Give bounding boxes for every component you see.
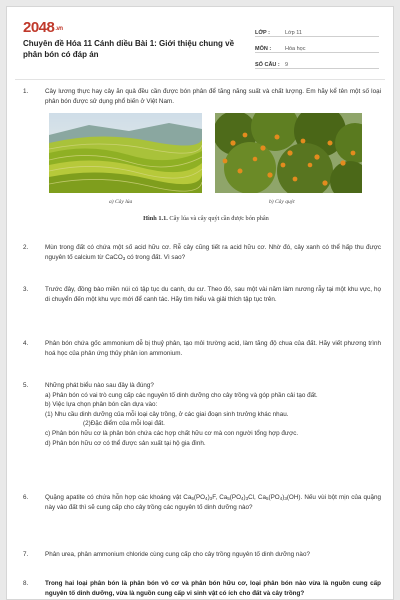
question-number: 5. [23, 382, 29, 389]
meta-value: 9 [285, 62, 289, 68]
rice-terrace-photo [49, 113, 202, 193]
option-c: c) Phân bón hữu cơ là phân bón chứa các hợp chất hữu cơ mà con người tổng hợp được. [45, 429, 299, 437]
document-title: Chuyên đề Hóa 11 Cánh diều Bài 1: Giới thiệu chung về phân bón có đáp án [23, 39, 235, 59]
logo-suffix: .vn [55, 26, 63, 32]
logo-text: 2048 [23, 19, 55, 36]
figure-label: Hình 1.1. [143, 215, 168, 222]
question-4 [23, 339, 381, 358]
question-text: Phân bón chứa gốc ammonium dễ bị thuỷ phân, tạo môi trường acid, làm tăng độ chua của đất. Hãy viết phương trình hoá học của phản ứng thủy phân ion ammonium. [45, 340, 381, 357]
meta-row-class [255, 21, 379, 37]
question-text: Cây lương thực hay cây ăn quả đều cần được bón phân để tăng năng suất và chất lượng. Em hãy kể tên một số loại phân bón được sử dụng phổ biến ở Việt Nam. [45, 88, 381, 105]
meta-key: LỚP : [255, 30, 270, 36]
question-number: 2. [23, 244, 29, 251]
figure-caption [45, 215, 367, 222]
header-divider [15, 79, 385, 80]
question-text: Trong hai loại phân bón là phân bón vô cơ và phân bón hữu cơ, loại phân bón nào vừa là nguồn cung cấp nguyên tố dinh dưỡng, vừa là nguồn cung cấp vi sinh vật có ích cho đất và cây trồng? [45, 580, 381, 597]
document-page [6, 6, 394, 600]
option-b-1: (1) Nhu cầu dinh dưỡng của mỗi loại cây trồng, ở các giai đoạn sinh trưởng khác nhau. [45, 410, 289, 418]
question-text: Phân urea, phân ammonium chloride cùng cung cấp cho cây trồng nguyên tố dinh dưỡng nào? [45, 551, 310, 558]
question-number: 3. [23, 286, 29, 293]
question-6 [23, 493, 381, 512]
meta-value: Lớp 11 [285, 30, 302, 36]
meta-row-subject [255, 37, 379, 53]
option-b: b) Việc lựa chọn phân bón cần dựa vào: [45, 401, 158, 409]
meta-key: MÔN : [255, 46, 272, 52]
meta-row-count [255, 53, 379, 69]
question-text: Quặng apatite có chứa hỗn hợp các khoáng vật $Ca_5(PO_4)_3F$, $Ca_5(PO_4)_3Cl$, $Ca_5(PO_4)_3(OH)$. Nếu vùi bột mịn của quặng này vào đất thì sẽ cung cấp cho cây trồng các nguyên tố dinh dưỡng nào? [45, 494, 382, 511]
question-5 [23, 381, 381, 448]
site-logo[interactable] [23, 19, 63, 36]
question-number: 6. [23, 494, 29, 501]
tangerine-tree-photo [215, 113, 362, 193]
question-number: 7. [23, 551, 29, 558]
option-b-2: (2)Đặc điểm của mỗi loại đất. [83, 420, 165, 428]
meta-value: Hóa học [285, 46, 306, 52]
question-text: Trước đây, đồng bào miền núi có tập tục du canh, du cư. Theo đó, sau một vài năm làm nương rẫy tại một khu vực, họ di chuyển đến một khu vực mới để canh tác. Hãy tìm hiểu và giải thích tập tục trên. [45, 286, 381, 303]
option-d: d) Phân bón hữu cơ có thể được sản xuất tại hộ gia đình. [45, 439, 206, 447]
meta-table [255, 21, 379, 69]
question-number: 1. [23, 88, 29, 95]
caption-tangerine: b) Cây quýt [269, 199, 295, 205]
meta-key: SỐ CÂU : [255, 62, 280, 68]
question-2 [23, 243, 381, 262]
question-3 [23, 285, 381, 304]
question-1 [23, 87, 381, 106]
caption-rice: a) Cây lúa [109, 199, 133, 205]
question-8 [23, 579, 381, 598]
figure-caption-text: Cây lúa và cây quýt cần được bón phân [167, 215, 269, 222]
question-number: 4. [23, 340, 29, 347]
question-number: 8. [23, 580, 29, 587]
question-stem: Những phát biểu nào sau đây là đúng? [45, 382, 154, 389]
figure-1-1 [45, 113, 367, 228]
question-text: Mùn trong đất có chứa một số acid hữu cơ. Rễ cây cũng tiết ra acid hữu cơ. Nhờ đó, cây xanh có thể hấp thu được nguyên tố calcium từ CaCO$_3$ có trong đất. Vì sao? [45, 244, 381, 261]
option-a: a) Phân bón có vai trò cung cấp các nguyên tố dinh dưỡng cho cây trồng và góp phần cải tạo đất. [45, 391, 318, 399]
question-body [45, 381, 381, 448]
question-7 [23, 550, 381, 560]
